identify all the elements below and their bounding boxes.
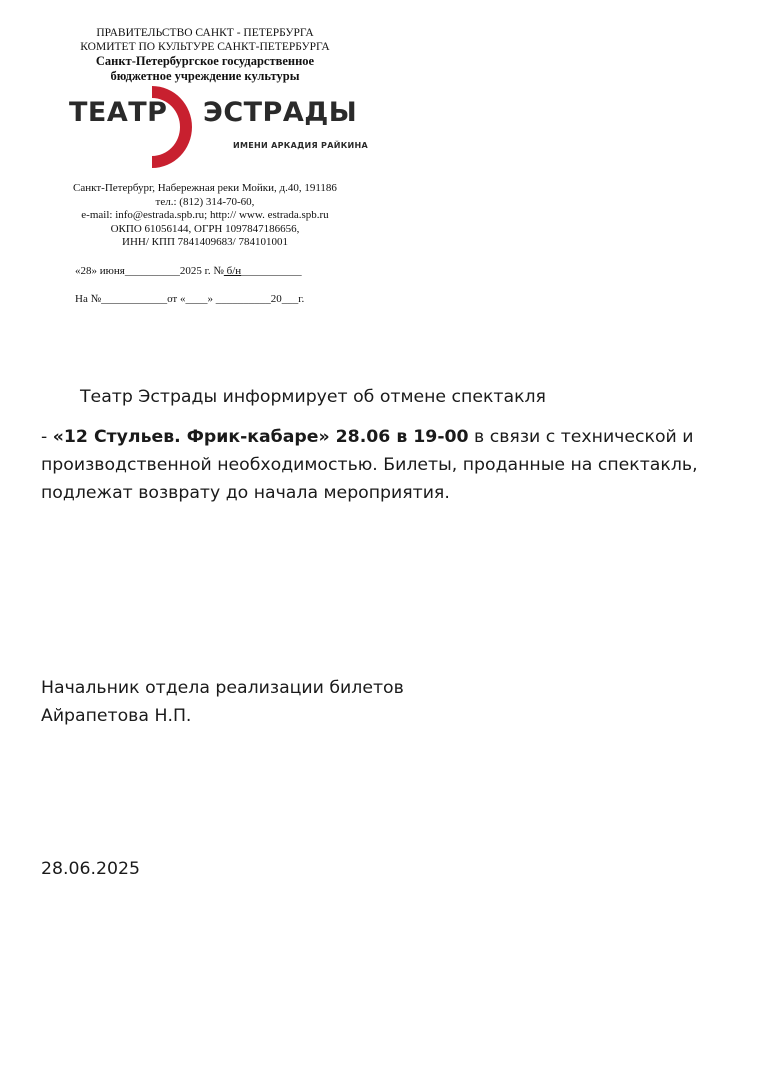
letterhead: [40, 26, 370, 306]
government-line: ПРАВИТЕЛЬСТВО САНКТ - ПЕТЕРБУРГА: [96, 27, 314, 39]
footer-date: 28.06.2025: [41, 859, 140, 879]
signature-block: [41, 674, 721, 730]
document-number: б/н: [223, 264, 242, 277]
logo-text-right: ЭСТРАДЫ: [203, 97, 358, 128]
phone-line: тел.: (812) 314-70-60,: [155, 195, 255, 208]
show-title: «12 Стульев. Фрик-кабаре» 28.06 в 19-00: [52, 427, 469, 447]
letter-date-line: «28» июня__________2025 г. № б/н___________: [75, 264, 302, 277]
theatre-logo: [40, 86, 370, 174]
reason-line-3: подлежат возврату до начала мероприятия.: [41, 483, 450, 503]
reason-line-1: в связи с технической и: [468, 427, 694, 447]
organization-line-2: бюджетное учреждение культуры: [110, 69, 300, 83]
okpo-line: ОКПО 61056144, ОГРН 1097847186656,: [110, 222, 300, 235]
dash: -: [41, 427, 53, 447]
reason-line-2: производственной необходимостью. Билеты, проданные на спектакль,: [41, 455, 698, 475]
logo-subtitle: ИМЕНИ АРКАДИЯ РАЙКИНА: [233, 141, 369, 150]
logo-text-left: ТЕАТР: [69, 97, 168, 128]
intro-line: Театр Эстрады информирует об отмене спектакля: [80, 387, 546, 407]
signature-name: Айрапетова Н.П.: [41, 706, 192, 726]
inn-line: ИНН/ КПП 7841409683/ 784101001: [122, 236, 288, 248]
organization-line-1: Санкт-Петербургское государственное: [95, 54, 315, 68]
reference-line: На №____________от «____» __________20___г.: [75, 292, 305, 305]
contacts-block: [40, 182, 370, 250]
address-line: Санкт-Петербург, Набережная реки Мойки, д.40, 191186: [73, 182, 337, 194]
committee-line: КОМИТЕТ ПО КУЛЬТУРЕ САНКТ-ПЕТЕРБУРГА: [80, 41, 330, 53]
email-line: e-mail: info@estrada.spb.ru; http:// www. estrada.spb.ru: [81, 209, 329, 221]
logo-red-arc-icon: [150, 86, 200, 168]
signature-position: Начальник отдела реализации билетов: [41, 678, 404, 698]
cancellation-paragraph: [41, 423, 721, 507]
